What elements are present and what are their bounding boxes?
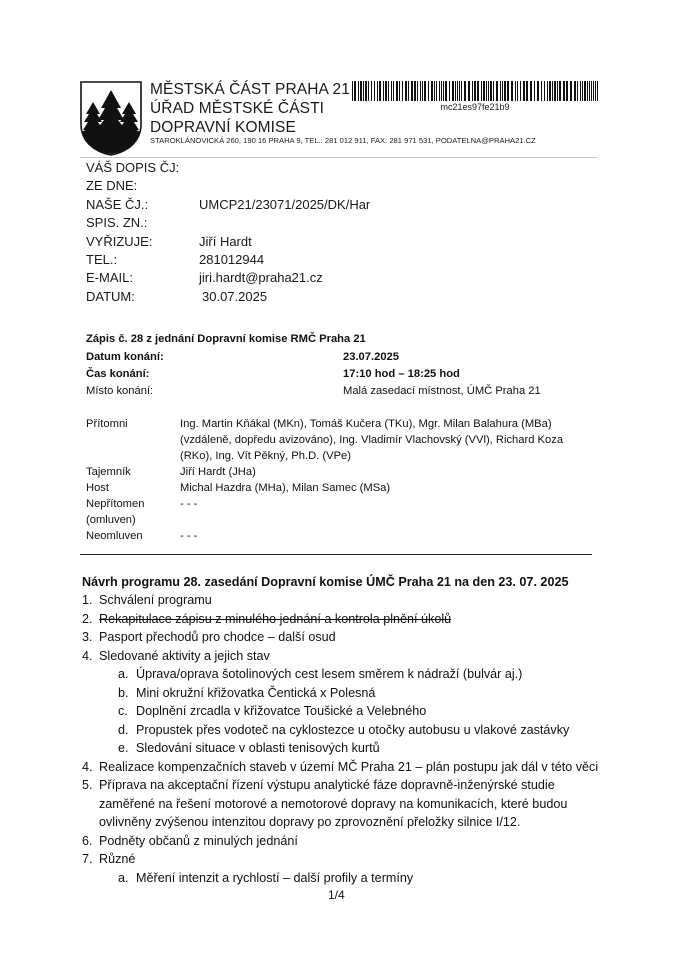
barcode-bar <box>439 81 440 101</box>
barcode-bar <box>377 81 378 101</box>
barcode-bar <box>557 81 558 101</box>
reference-label: VÁŠ DOPIS ČJ: <box>86 160 180 175</box>
barcode-bar <box>593 81 594 101</box>
barcode-bar <box>385 81 387 101</box>
barcode-bar <box>483 81 485 101</box>
barcode-bar <box>511 81 513 101</box>
barcode-bar <box>500 81 501 101</box>
agenda-item: Schválení programu <box>99 593 212 607</box>
barcode-bar <box>563 81 565 101</box>
barcode-bar <box>595 81 596 101</box>
agenda-item-number: 2. <box>82 612 93 626</box>
agenda-item: Sledované aktivity a jejich stav <box>99 649 270 663</box>
agenda-subitem-letter: e. <box>118 741 129 755</box>
barcode-bar <box>574 81 576 101</box>
secretary-value: Jiří Hardt (JHa) <box>180 466 256 478</box>
present-line: (vzdáleně, dopředu avizováno), Ing. Vladimír Vlachovský (VVl), Richard Koza <box>180 434 564 446</box>
barcode-bar <box>544 81 545 101</box>
barcode-bar <box>496 81 498 101</box>
barcode-bar <box>549 81 551 101</box>
barcode-bar <box>434 81 435 101</box>
reference-value: 281012944 <box>199 252 265 267</box>
barcode-bar <box>411 81 413 101</box>
agenda-item: Realizace kompenzačních staveb v území MČ Praha 21 – plán postupu jak dál v této věci <box>99 760 599 774</box>
section-divider <box>80 554 592 555</box>
reference-label: VYŘIZUJE: <box>86 233 153 249</box>
agenda-subitem-letter: c. <box>118 704 128 718</box>
barcode-bar <box>580 81 581 101</box>
reference-value: UMCP21/23071/2025/DK/Har <box>199 196 371 212</box>
agenda-subitem: Doplnění zrcadla v křižovatce Toušické a Velebného <box>136 704 427 718</box>
barcode-bar <box>452 81 454 101</box>
barcode-bar <box>422 81 423 101</box>
barcode-bar <box>582 81 583 101</box>
reference-label: SPIS. ZN.: <box>86 215 148 231</box>
barcode-bar <box>405 81 407 101</box>
barcode-bar <box>360 81 362 101</box>
agenda-item-number: 4. <box>82 760 93 774</box>
reference-label: NAŠE ČJ.: <box>86 196 149 212</box>
barcode-bar <box>388 81 389 101</box>
reference-value: Jiří Hardt <box>199 233 252 249</box>
agenda-subitem-letter: a. <box>118 871 129 885</box>
barcode-bar <box>424 81 426 101</box>
barcode-bar <box>520 81 521 101</box>
absent-excused-label: Nepřítomen <box>86 498 145 510</box>
office-name: ÚŘAD MĚSTSKÉ ČÁSTI <box>150 100 325 117</box>
barcode-bar <box>490 81 492 101</box>
absent-unexcused-value: - - - <box>180 530 198 542</box>
agenda-subitem-letter: a. <box>118 667 129 681</box>
barcode-bar <box>534 81 535 101</box>
agenda-item: Pasport přechodů pro chodce – další osud <box>99 630 336 644</box>
present-label: Přítomni <box>86 418 128 430</box>
reference-value: jiri.hardt@praha21.cz <box>199 270 323 286</box>
barcode-bar <box>414 81 416 101</box>
barcode-bar <box>486 81 487 101</box>
barcode-bar <box>547 81 548 101</box>
agenda-item-struck: Rekapitulace zápisu z minulého jednání a kontrola plnění úkolů <box>99 612 452 626</box>
agenda-item-line: Příprava na akceptační řízení výstupu analytické fáze dopravně-inženýrské studie <box>99 778 555 792</box>
barcode-bar <box>591 81 592 101</box>
reference-value: 30.07.2025 <box>202 288 268 304</box>
barcode-bar <box>417 81 418 101</box>
barcode-bar <box>472 81 473 101</box>
agenda-item-line: zaměřené na řešení motorové a nemotorové dopravy na komunikacích, které budou <box>99 797 568 811</box>
barcode-bar <box>504 81 506 101</box>
present-line: (RKo), Ing. Vít Pěkný, Ph.D. (VPe) <box>180 450 351 462</box>
coat-of-arms-trees-icon <box>79 80 143 156</box>
agenda-item-number: 5. <box>82 778 93 792</box>
org-name: MĚSTSKÁ ČÁST PRAHA 21 <box>150 81 350 98</box>
reference-label: E-MAIL: <box>86 270 133 286</box>
barcode-bar <box>420 81 421 101</box>
agenda-item-number: 6. <box>82 834 93 848</box>
barcode-bar <box>541 81 542 101</box>
agenda-subitem: Sledování situace v oblasti tenisových kurtů <box>136 741 380 755</box>
barcode-bar <box>584 81 586 101</box>
barcode-bar <box>587 81 588 101</box>
barcode-bar <box>537 81 539 101</box>
barcode-bar <box>365 81 367 101</box>
agenda-item-number: 3. <box>82 630 93 644</box>
barcode-bar <box>445 81 447 101</box>
place-value: Malá zasedací místnost, ÚMČ Praha 21 <box>343 385 541 397</box>
barcode-bar <box>371 81 372 101</box>
barcode-bar <box>589 81 590 101</box>
barcode-bar <box>464 81 466 101</box>
agenda-item-number: 4. <box>82 649 93 663</box>
barcode-bar <box>502 81 503 101</box>
agenda-subitem-letter: d. <box>118 723 129 737</box>
guest-label: Host <box>86 482 110 494</box>
agenda-subitem: Propustek přes vodoteč na cyklostezce u otočky autobusu u vlakové zastávky <box>136 723 570 737</box>
time-value: 17:10 hod – 18:25 hod <box>343 368 460 380</box>
barcode-text: mc21es97fe21b9 <box>440 102 510 112</box>
barcode-bar <box>515 81 516 101</box>
barcode-bar <box>570 81 572 101</box>
agenda-subitem: Úprava/oprava šotolinových cest lesem směrem k nádraží (bulvár aj.) <box>136 667 523 681</box>
barcode-bar <box>374 81 375 101</box>
agenda-item-line: ovlivněny zvýšenou intenzitou dopravy po zprovoznění přeložky silnice I/12. <box>99 815 521 829</box>
date-value: 23.07.2025 <box>343 351 399 363</box>
reference-label: DATUM: <box>86 288 135 304</box>
secretary-label: Tajemník <box>86 466 131 478</box>
minutes-title: Zápis č. 28 z jednání Dopravní komise RMČ Praha 21 <box>86 333 366 345</box>
agenda-subitem-letter: b. <box>118 686 129 700</box>
agenda-item-number: 1. <box>82 593 93 607</box>
barcode-bar <box>559 81 561 101</box>
barcode-bar <box>523 81 525 101</box>
barcode-bar <box>554 81 556 101</box>
present-line: Ing. Martin Kňákal (MKn), Tomáš Kučera (TKu), Mgr. Milan Balahura (MBa) <box>180 418 552 430</box>
agenda-item: Podněty občanů z minulých jednání <box>99 834 298 848</box>
barcode-bar <box>443 81 444 101</box>
barcode-bar <box>393 81 394 101</box>
barcode-bar <box>552 81 553 101</box>
commission-name: DOPRAVNÍ KOMISE <box>150 119 296 136</box>
reference-label: ZE DNE: <box>86 178 138 194</box>
absent-unexcused-label: Neomluven <box>86 530 143 542</box>
absent-excused-value: - - - <box>180 498 198 510</box>
barcode-bar <box>354 81 356 101</box>
barcode-bar <box>493 81 494 101</box>
barcode-bar <box>428 81 429 101</box>
address-line: STAROKLÁNOVICKÁ 260, 190 16 PRAHA 9, TEL.: 281 012 911, FAX: 281 971 531, PODATELNA@PRAHA21.CZ <box>150 136 536 145</box>
barcode-bar <box>368 81 369 101</box>
time-label: Čas konání: <box>86 368 150 380</box>
reference-label: TEL.: <box>86 252 118 267</box>
barcode-bar <box>477 81 479 101</box>
barcode-bar <box>481 81 482 101</box>
guest-value: Michal Hazdra (MHa), Milan Samec (MSa) <box>180 482 391 494</box>
barcode-bar <box>402 81 403 101</box>
agenda-item-number: 7. <box>82 852 93 866</box>
agenda-item: Různé <box>99 852 136 866</box>
date-label: Datum konání: <box>86 351 164 363</box>
barcode-bar <box>383 81 384 101</box>
page-number: 1/4 <box>328 888 345 902</box>
barcode-bar <box>597 81 598 101</box>
barcode-bar <box>363 81 364 101</box>
barcode-bar <box>461 81 462 101</box>
barcode-bar <box>449 81 450 101</box>
place-label: Místo konání: <box>86 385 154 397</box>
barcode-bar <box>441 81 442 101</box>
agenda-title: Návrh programu 28. zasedání Dopravní komise ÚMČ Praha 21 na den 23. 07. 2025 <box>82 575 569 589</box>
barcode-bar <box>459 81 460 101</box>
barcode-bar <box>431 81 433 101</box>
barcode-bar <box>408 81 409 101</box>
barcode-bar <box>526 81 528 101</box>
barcode-bar <box>436 81 437 101</box>
barcode-bar <box>507 81 509 101</box>
barcode-bar <box>358 81 359 101</box>
header-divider <box>80 157 598 158</box>
barcode-bar <box>379 81 381 101</box>
barcode-bar <box>457 81 458 101</box>
absent-excused-label-2: (omluven) <box>86 514 136 526</box>
barcode-bar <box>352 81 353 101</box>
barcode-bar <box>455 81 456 101</box>
barcode-bar <box>396 81 398 101</box>
barcode-bar <box>468 81 470 101</box>
barcode-bar <box>488 81 489 101</box>
agenda-subitem: Měření intenzit a rychlostí – další profily a termíny <box>136 871 414 885</box>
barcode <box>352 81 600 101</box>
barcode-bar <box>530 81 532 101</box>
barcode-bar <box>474 81 476 101</box>
barcode-bar <box>517 81 518 101</box>
barcode-bar <box>566 81 568 101</box>
agenda-subitem: Mini okružní křižovatka Čentická x Polesná <box>136 686 376 700</box>
barcode-bar <box>577 81 578 101</box>
barcode-bar <box>391 81 392 101</box>
barcode-bar <box>399 81 400 101</box>
